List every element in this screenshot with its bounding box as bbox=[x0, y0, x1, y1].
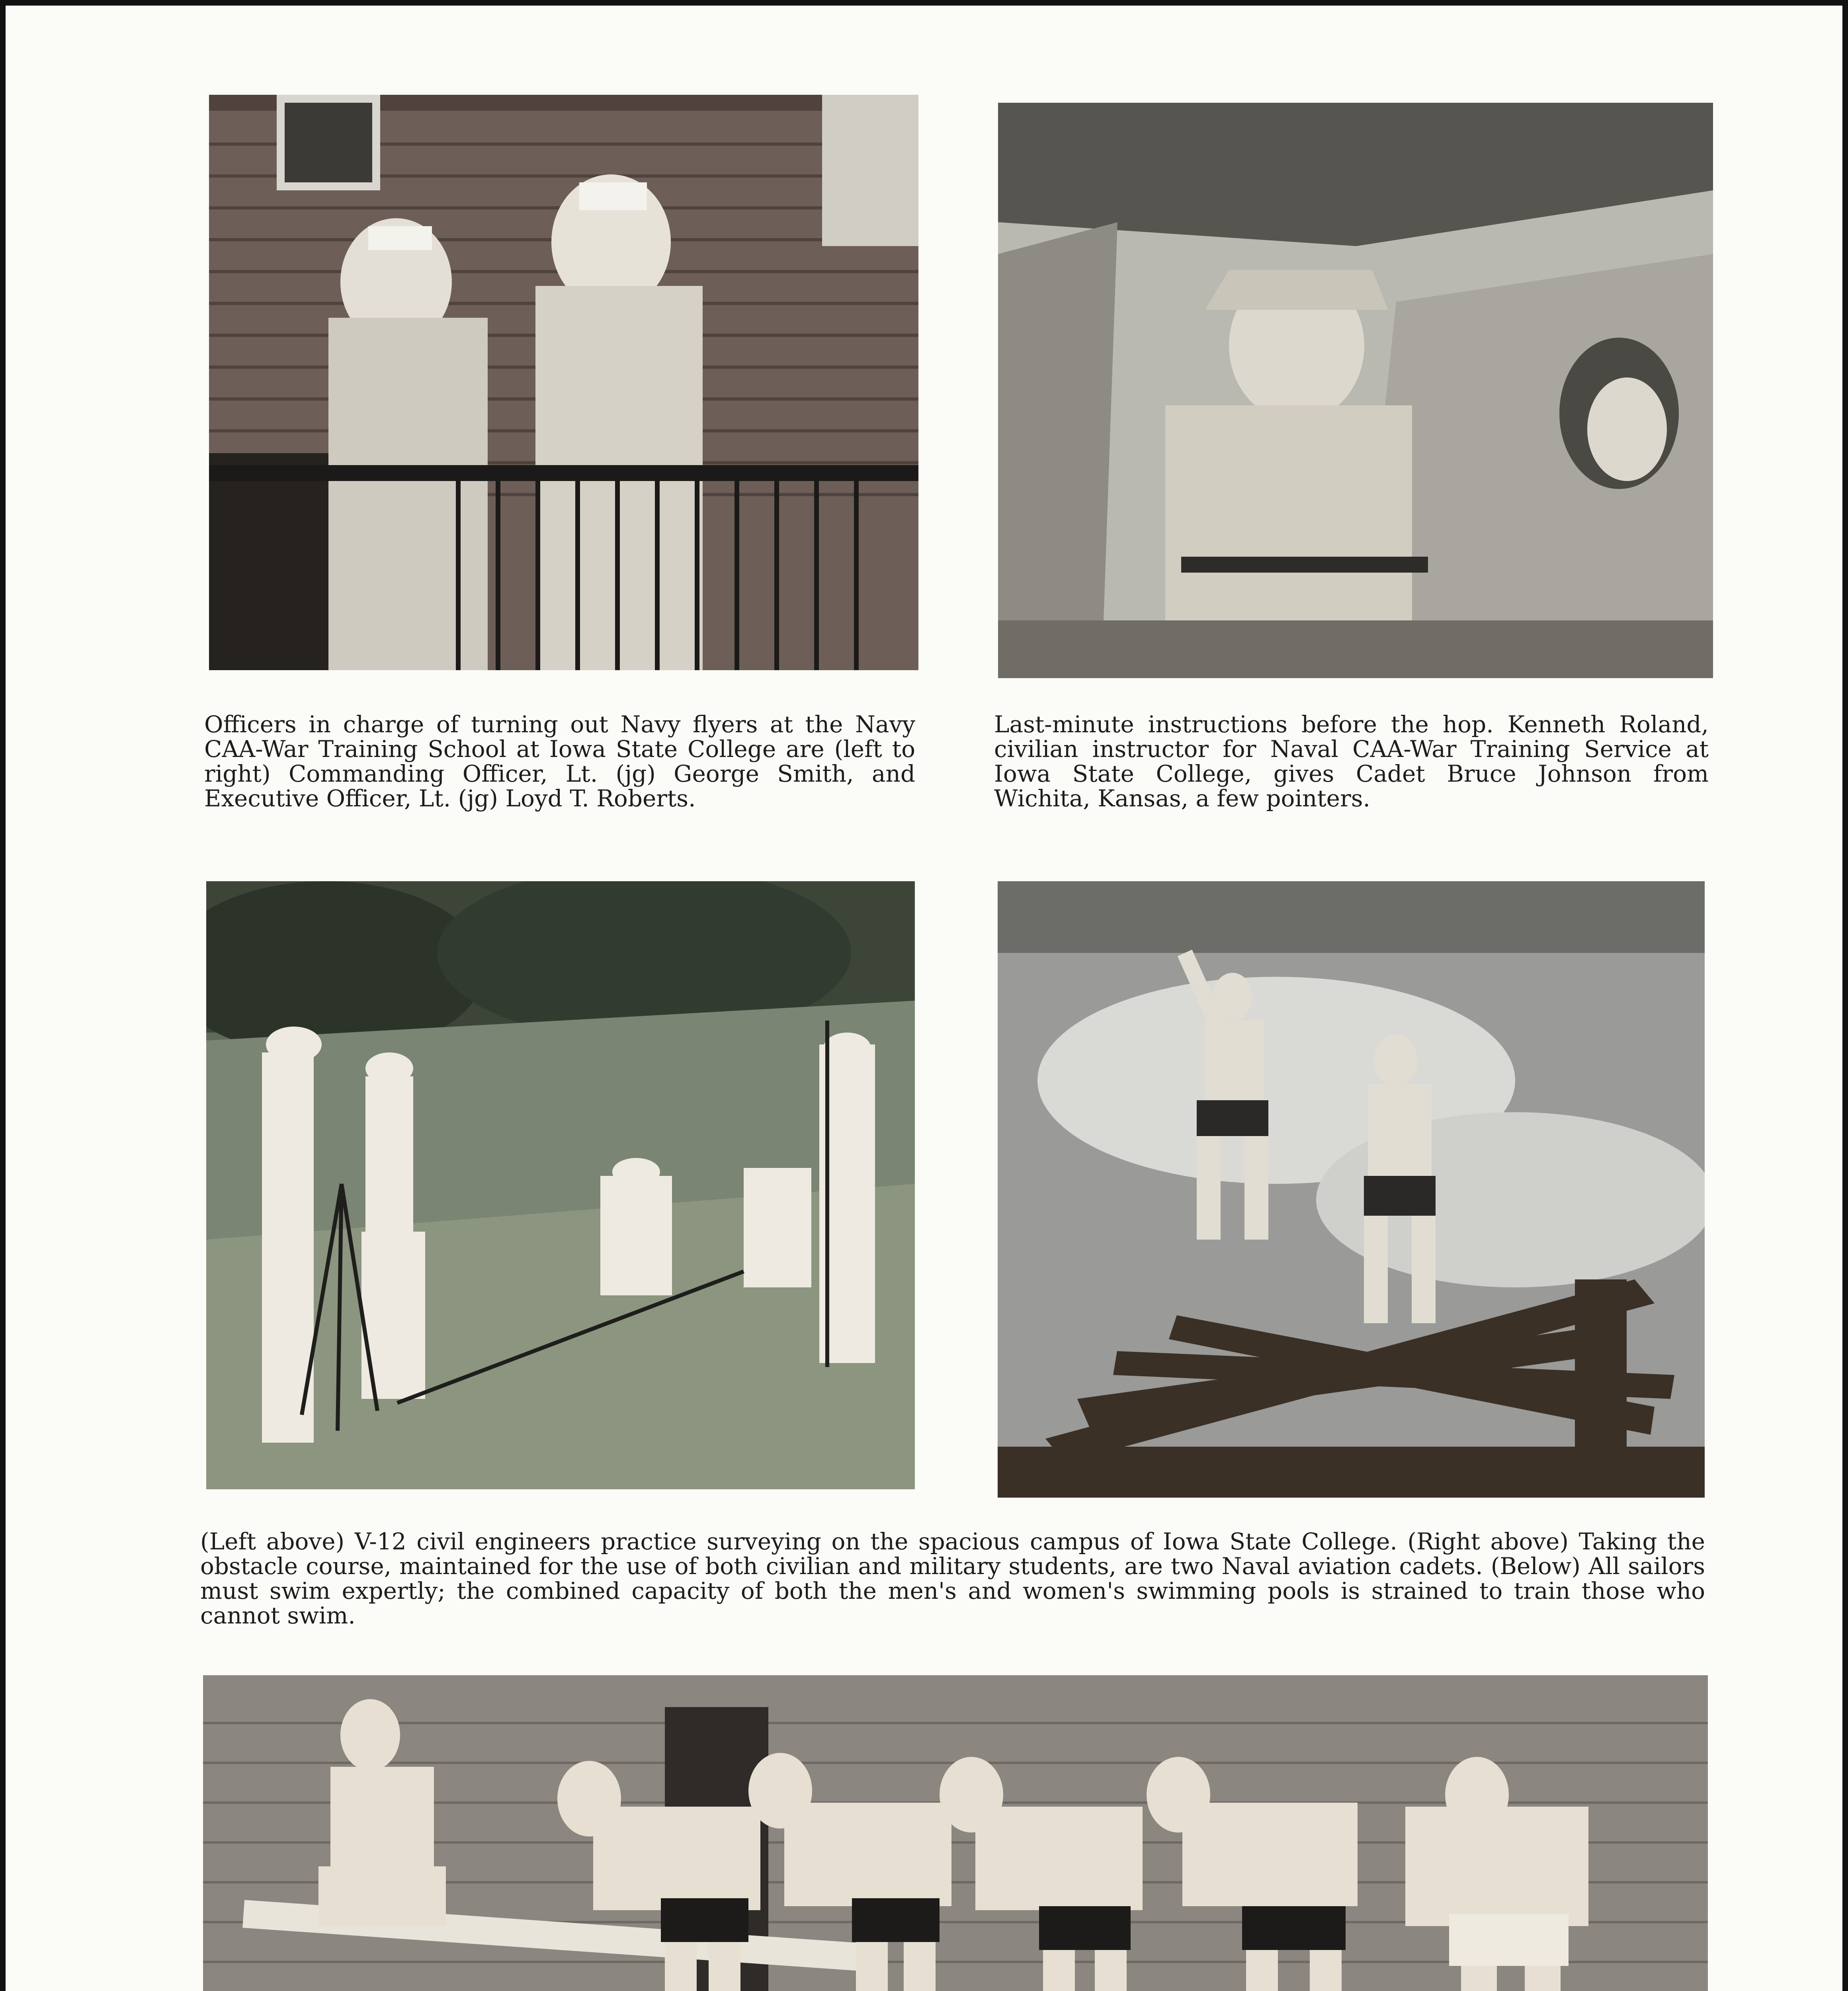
officers-caption: Officers in charge of turning out Navy flyers at the Navy CAA-War Training School at Iowa State College are (left to right) Commanding Officer, Lt. (jg) George Smith, and Executive Officer, Lt. (jg) Loyd T. Roberts. bbox=[204, 711, 915, 812]
surveying-photo-icon bbox=[206, 881, 915, 1489]
swimmers-photo-icon bbox=[203, 1675, 1708, 1991]
instructor-photo-icon bbox=[998, 103, 1713, 678]
officers-photo-icon bbox=[209, 95, 918, 670]
swimmers-photo bbox=[203, 1675, 1708, 1991]
officers-photo bbox=[209, 95, 918, 670]
surveying-photo bbox=[206, 881, 915, 1489]
obstacle-photo-icon bbox=[998, 881, 1705, 1498]
obstacle-photo bbox=[998, 881, 1705, 1498]
instructor-photo bbox=[998, 103, 1713, 678]
middle-caption: (Left above) V-12 civil engineers practice surveying on the spacious campus of Iowa State College. (Right above) Taking the obstacle course, maintained for the use of both civilian and military students, are two Naval aviation cadets. (Below) All sailors must swim expertly; the combined capacity of both the men's and women's swimming pools is strained to train those who cannot swim. bbox=[200, 1528, 1705, 1629]
instructor-caption: Last-minute instructions before the hop. Kenneth Roland, civilian instructor for Naval CAA-War Training Service at Iowa State College, gives Cadet Bruce Johnson from Wichita, Kansas, a few pointers. bbox=[994, 711, 1709, 812]
